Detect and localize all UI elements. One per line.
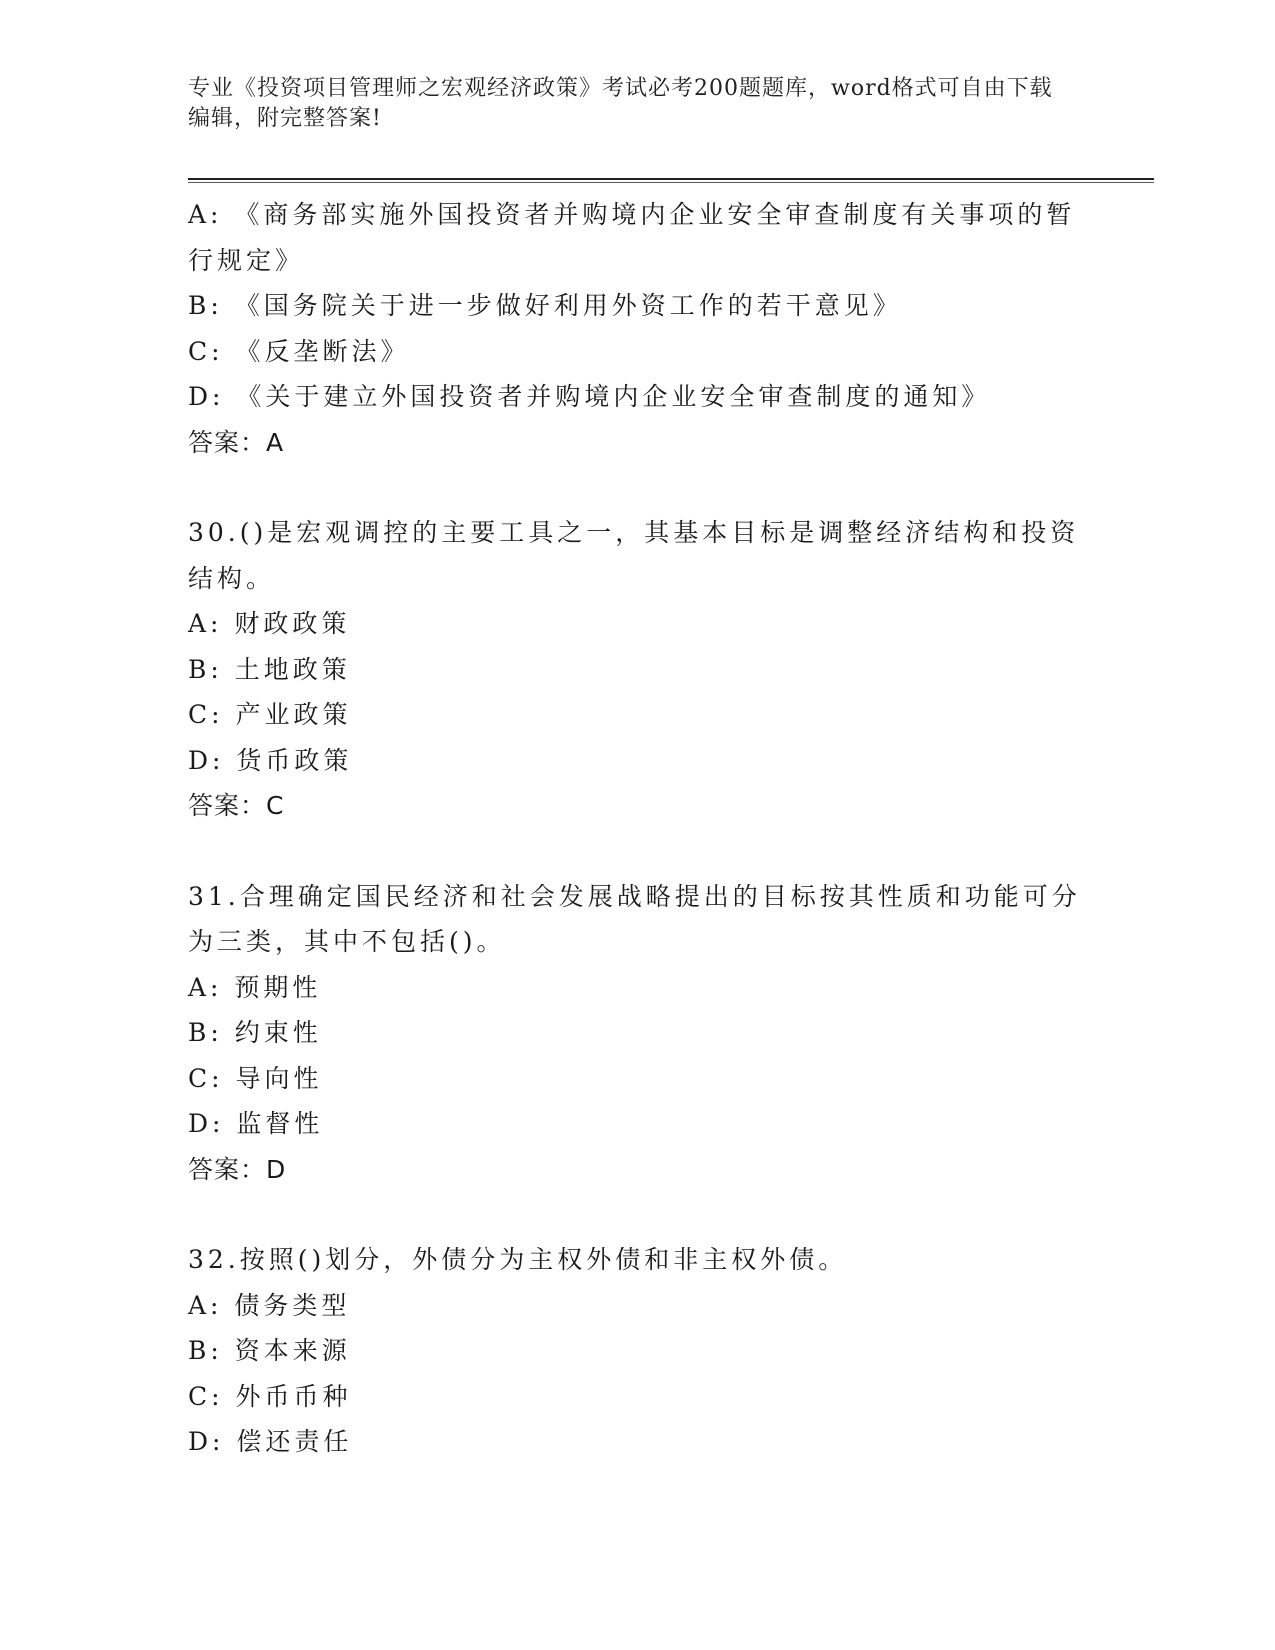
- header-rule-thick: [188, 178, 1154, 180]
- option-b: B: 约束性: [188, 1018, 322, 1047]
- question-text: 31.合理确定国民经济和社会发展战略提出的目标按其性质和功能可分为三类，其中不包括()。: [188, 881, 1081, 956]
- answer-line: 答案：A: [188, 427, 285, 457]
- option-d: D: 偿还责任: [188, 1427, 353, 1456]
- option-a: A: 《商务部实施外国投资者并购境内企业安全审查制度有关事项的暂行规定》: [188, 200, 1076, 275]
- question-spacer: [188, 829, 1088, 874]
- question-list: [188, 192, 1088, 1465]
- question-30-block: [188, 510, 1088, 829]
- option-b: B: 土地政策: [188, 654, 351, 684]
- option-d: D: 货币政策: [188, 745, 353, 775]
- option-b: B: 资本来源: [188, 1336, 351, 1365]
- document-header: 专业《投资项目管理师之宏观经济政策》考试必考200题题库，word格式可自由下载编辑，附完整答案!: [188, 76, 1053, 131]
- option-d: D: 监督性: [188, 1109, 324, 1138]
- header-rule-thin: [188, 182, 1154, 183]
- option-c: C: 导向性: [188, 1063, 323, 1093]
- question-text: 30.()是宏观调控的主要工具之一，其基本目标是调整经济结构和投资结构。: [188, 518, 1080, 593]
- question-text: 32.按照()划分，外债分为主权外债和非主权外债。: [188, 1245, 848, 1274]
- option-c: C: 产业政策: [188, 700, 352, 729]
- question-spacer: [188, 1192, 1088, 1237]
- option-a: A: 财政政策: [188, 609, 351, 638]
- question-32-block: [188, 1237, 1088, 1465]
- question-29-block: [188, 192, 1088, 465]
- option-a: A: 预期性: [188, 972, 322, 1002]
- answer-line: 答案：C: [188, 791, 285, 820]
- question-31-block: [188, 874, 1088, 1193]
- question-spacer: [188, 465, 1088, 510]
- option-c: C: 《反垄断法》: [188, 336, 410, 366]
- answer-line: 答案：D: [188, 1154, 287, 1184]
- option-a: A: 债务类型: [188, 1290, 351, 1320]
- option-c: C: 外币币种: [188, 1381, 352, 1411]
- option-b: B: 《国务院关于进一步做好利用外资工作的若干意见》: [188, 291, 902, 320]
- option-d: D: 《关于建立外国投资者并购境内企业安全审查制度的通知》: [188, 382, 991, 411]
